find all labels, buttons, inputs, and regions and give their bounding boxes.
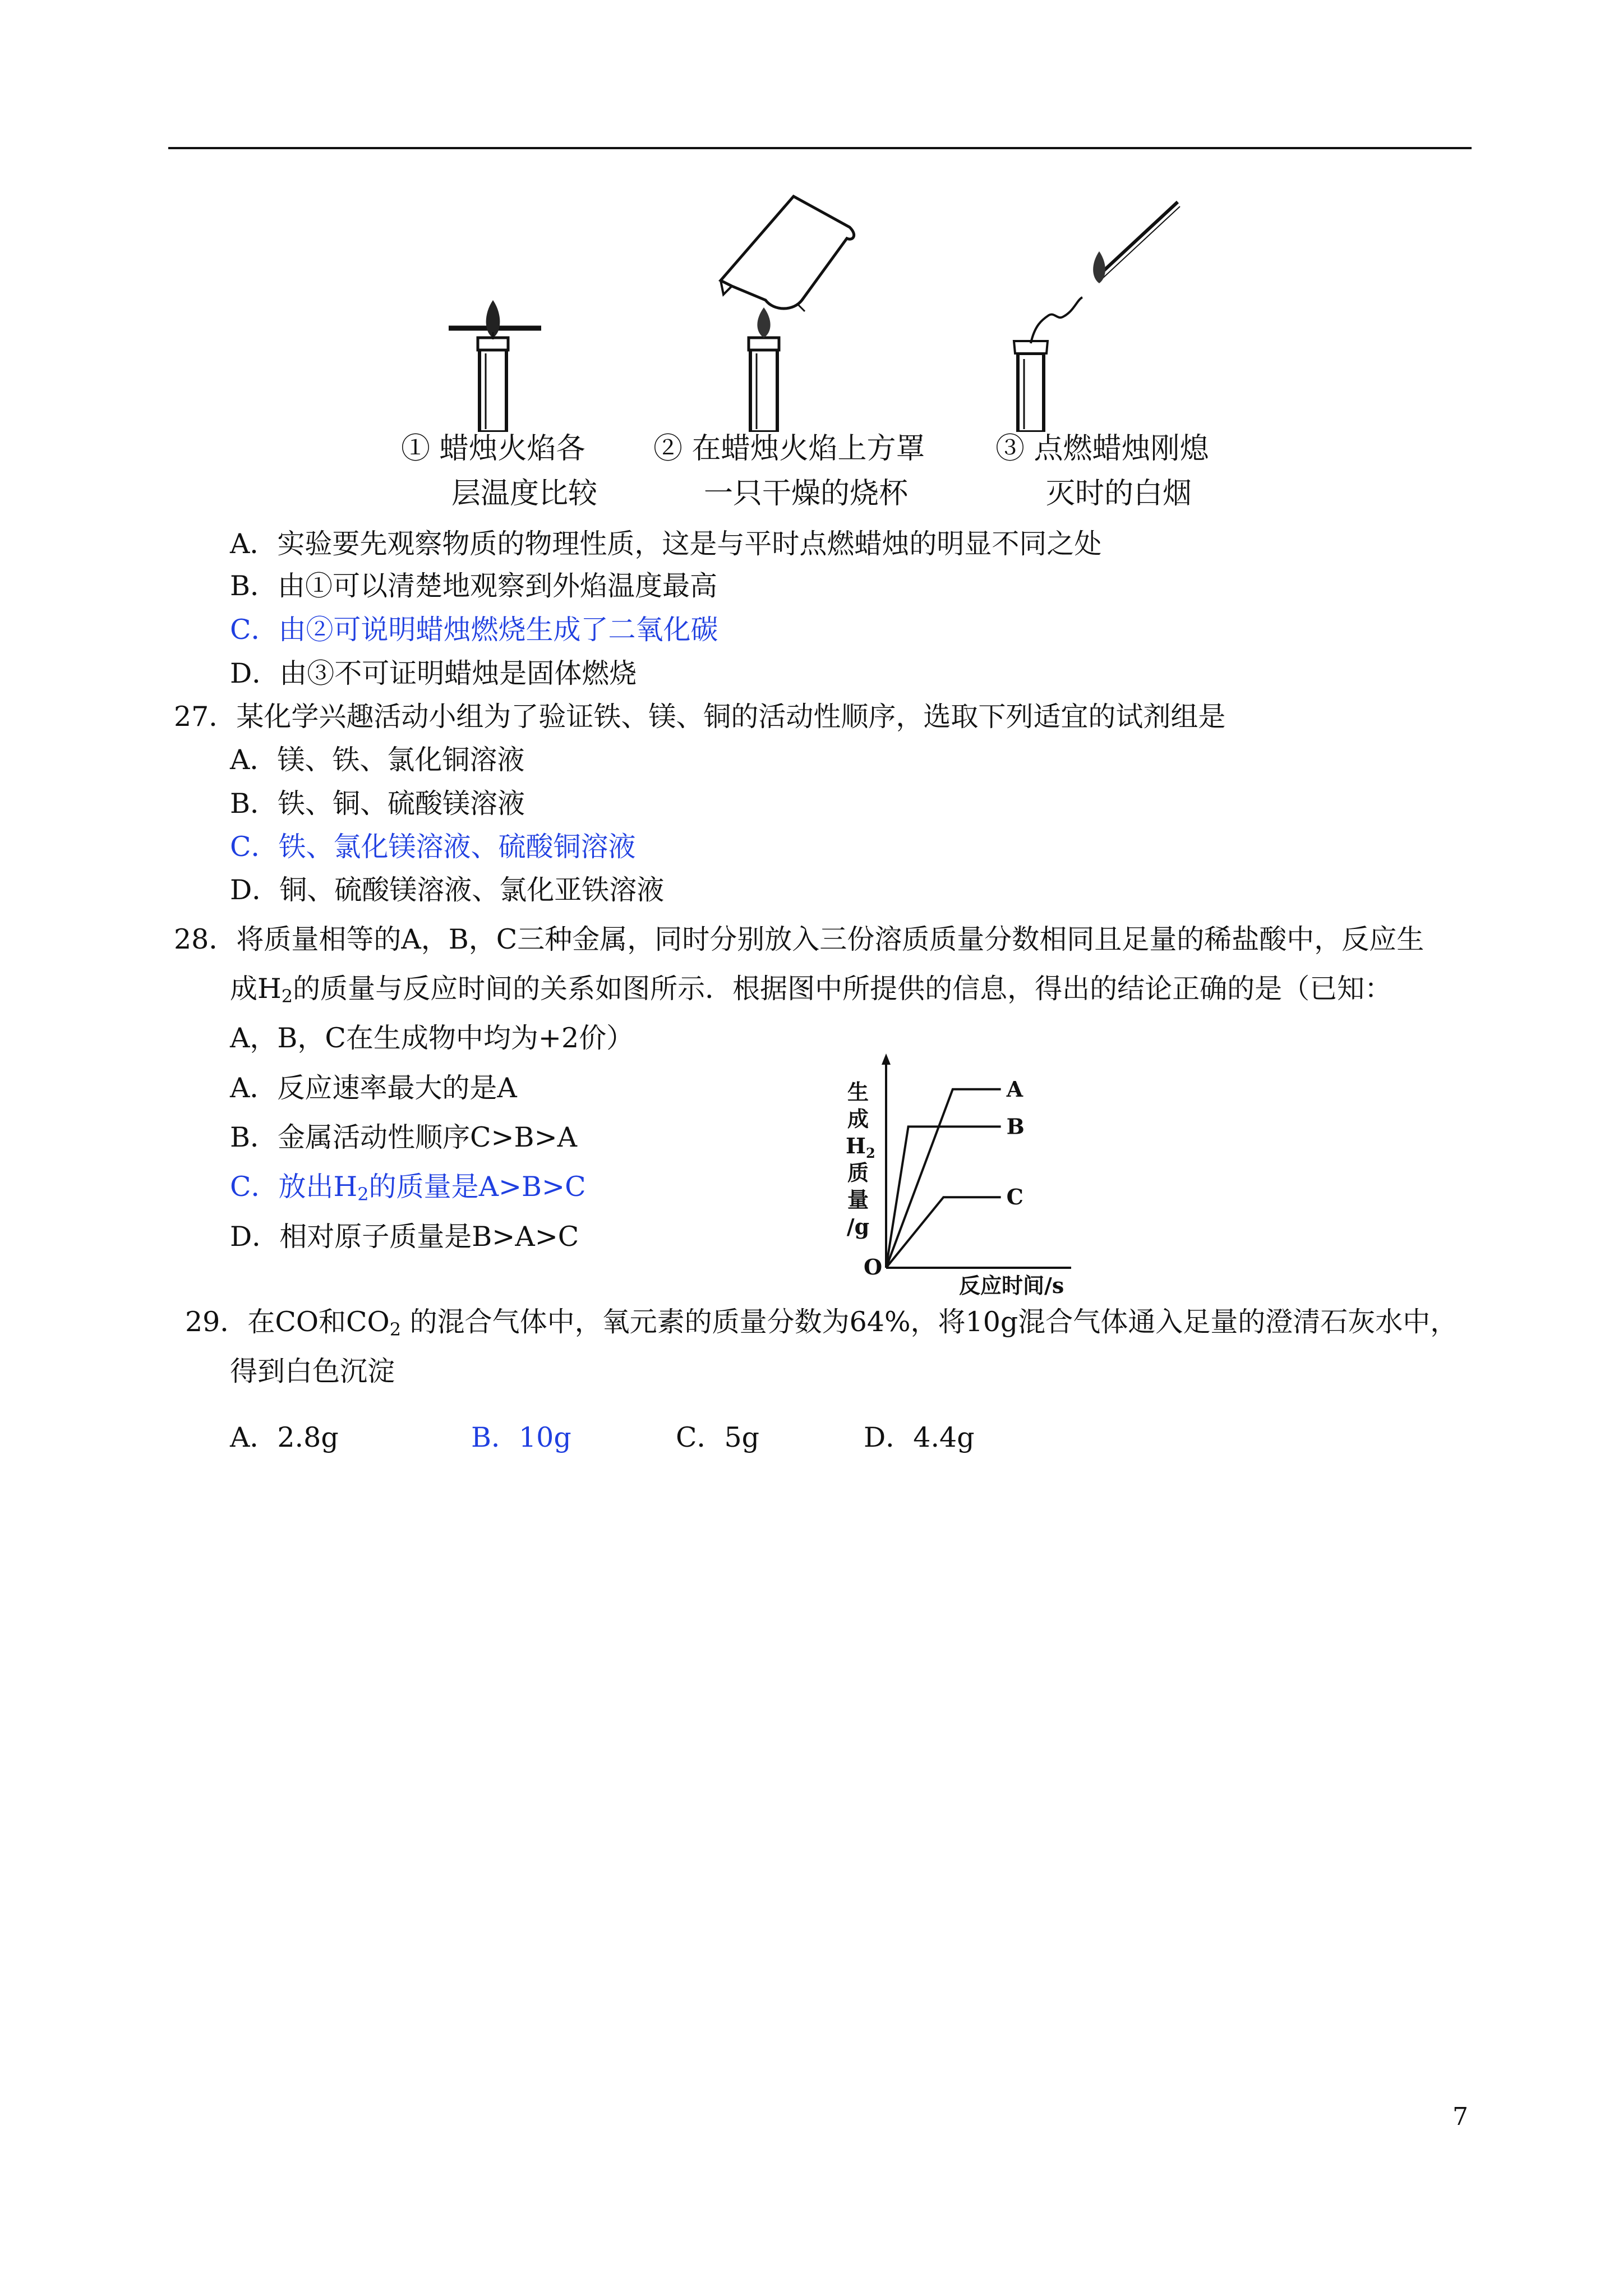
page-number: 7 xyxy=(1453,2102,1468,2131)
chart-origin-label: O xyxy=(864,1254,883,1280)
candle-2-illustration xyxy=(721,196,854,432)
header-rule xyxy=(168,147,1472,149)
ylabel-char-4: 质 xyxy=(847,1160,869,1185)
q27-option-b: B．铁、铜、硫酸镁溶液 xyxy=(230,788,525,820)
ylabel-char-2: 成 xyxy=(847,1106,869,1131)
q29-option-b: B．10g xyxy=(471,1421,571,1453)
candle-experiments-figure xyxy=(381,185,1256,432)
chart-y-arrow xyxy=(882,1053,891,1065)
q27-stem: 27．某化学兴趣活动小组为了验证铁、镁、铜的活动性顺序，选取下列适宜的试剂组是 xyxy=(174,701,1226,733)
h2-mass-vs-time-chart xyxy=(830,1049,1122,1301)
chart-x-label: 反应时间/s xyxy=(959,1273,1064,1298)
q28-option-c: C．放出$H_2$的质量是A>B>C xyxy=(230,1171,586,1205)
q27-option-a: A．镁、铁、氯化铜溶液 xyxy=(230,744,525,776)
q28-stem-line2: 成$H_2$的质量与反应时间的关系如图所示．根据图中所提供的信息，得出的结论正确的是（已知： xyxy=(230,973,1393,1007)
figure-caption-3: ③ 点燃蜡烛刚熄 灭时的白烟 xyxy=(995,432,1209,510)
series-label-b: B xyxy=(1006,1114,1025,1139)
q27-option-d: D．铜、硫酸镁溶液、氯化亚铁溶液 xyxy=(230,874,665,906)
ylabel-char-3: H xyxy=(846,1133,866,1158)
series-label-c: C xyxy=(1006,1184,1023,1210)
series-line-a xyxy=(886,1089,1001,1268)
figure-caption-1: ① 蜡烛火焰各 层温度比较 xyxy=(401,432,598,510)
q26-option-c: C．由②可说明蜡烛燃烧生成了二氧化碳 xyxy=(230,614,718,646)
figure-caption-2: ② 在蜡烛火焰上方罩 一只干燥的烧杯 xyxy=(653,432,925,510)
series-label-a: A xyxy=(1006,1076,1023,1102)
candle-3-illustration xyxy=(1014,202,1180,432)
q28-option-d: D．相对原子质量是B>A>C xyxy=(230,1221,579,1253)
q29-stem-line2: 得到白色沉淀 xyxy=(230,1355,395,1387)
ylabel-char-1: 生 xyxy=(847,1079,869,1105)
candle-1-illustration xyxy=(449,300,541,432)
q28-option-a: A．反应速率最大的是A xyxy=(230,1072,517,1104)
q29-option-c: C．5g xyxy=(676,1421,760,1453)
chart-y-label xyxy=(846,1079,875,1239)
ylabel-char-5: 量 xyxy=(847,1187,869,1212)
ylabel-sub: 2 xyxy=(866,1145,875,1161)
q29-option-d: D．4.4g xyxy=(864,1421,975,1453)
ylabel-char-6: /g xyxy=(846,1214,870,1239)
series-line-c xyxy=(886,1197,1001,1268)
q29-stem-line1: 29．在CO和$CO_2$ 的混合气体中，氧元素的质量分数为64%，将10g混合气体通入足量的澄清石灰水中， xyxy=(185,1306,1458,1340)
q28-stem-line1: 28．将质量相等的A，B，C三种金属，同时分别放入三份溶质质量分数相同且足量的稀盐酸中，反应生 xyxy=(174,923,1424,955)
q28-stem-line3: A，B，C在生成物中均为+2价） xyxy=(230,1022,634,1054)
q27-option-c: C．铁、氯化镁溶液、硫酸铜溶液 xyxy=(230,831,636,863)
q26-option-d: D．由③不可证明蜡烛是固体燃烧 xyxy=(230,657,637,689)
q29-option-a: A．2.8g xyxy=(230,1421,339,1453)
q28-option-b: B．金属活动性顺序C>B>A xyxy=(230,1121,578,1153)
q26-option-a: A．实验要先观察物质的物理性质，这是与平时点燃蜡烛的明显不同之处 xyxy=(230,528,1102,560)
q26-option-b: B．由①可以清楚地观察到外焰温度最高 xyxy=(230,570,718,602)
